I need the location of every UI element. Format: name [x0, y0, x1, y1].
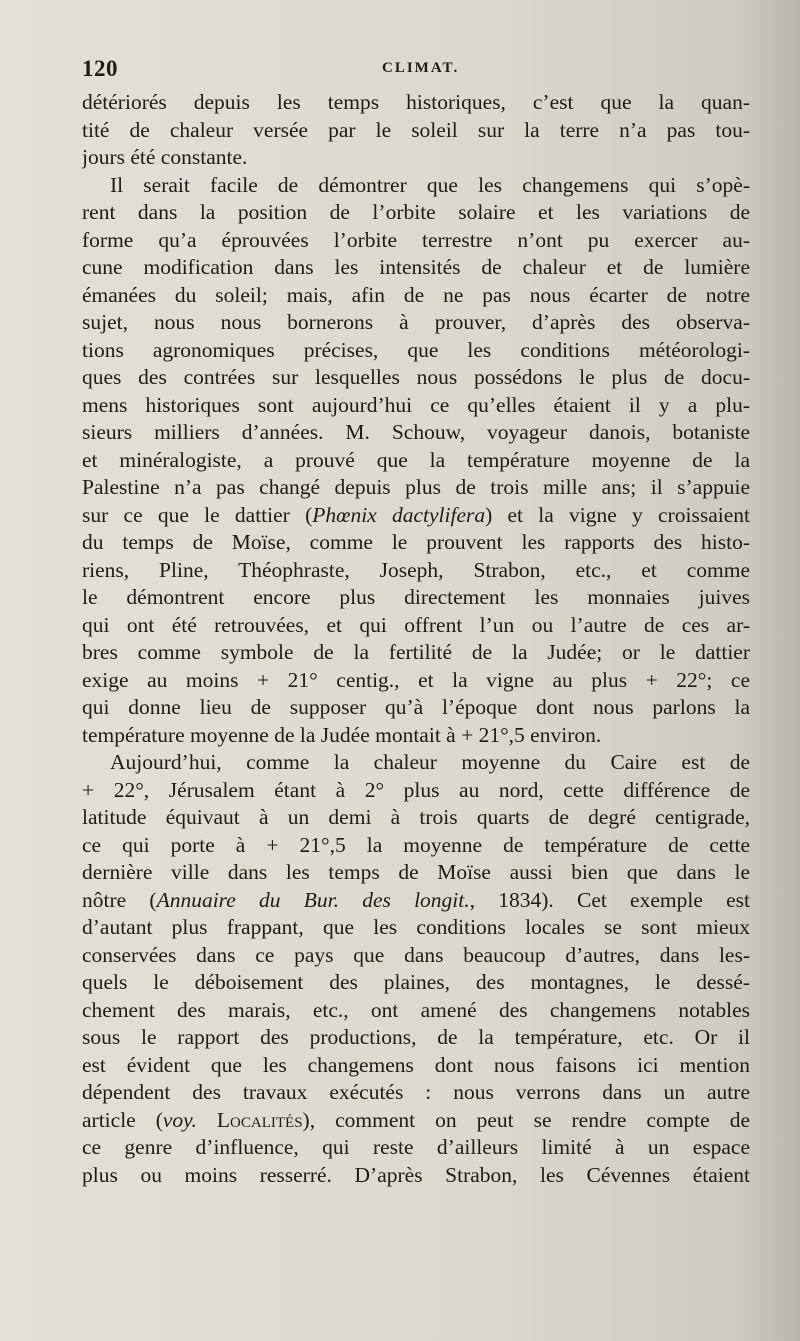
text-line: sous le rapport des productions, de la température, etc. Or il: [82, 1025, 750, 1049]
text-line: d’autant plus frappant, que les conditions locales se sont mieux: [82, 915, 750, 939]
text-line: qui donne lieu de supposer qu’à l’époque dont nous parlons la: [82, 695, 750, 719]
text-line: forme qu’a éprouvées l’orbite terrestre n’ont pu exercer au-: [82, 227, 750, 252]
running-head: [82, 56, 750, 86]
text-line: tité de chaleur versée par le soleil sur la terre n’a pas tou-: [82, 117, 750, 142]
text-line: cune modification dans les intensités de chaleur et de lumière: [82, 255, 750, 279]
text-line: tions agronomiques précises, que les conditions météorologi-: [82, 337, 750, 362]
text-line: émanées du soleil; mais, afin de ne pas nous écarter de notre: [82, 282, 750, 307]
text-line: est évident que les changemens dont nous faisons ici mention: [82, 1052, 750, 1077]
text-line: latitude équivaut à un demi à trois quarts de degré centigrade,: [82, 805, 750, 829]
text-line: + 22°, Jérusalem étant à 2° plus au nord, cette différence de: [82, 777, 750, 802]
text-line: chement des marais, etc., ont amené des changemens notables: [82, 997, 750, 1022]
running-title: CLIMAT.: [382, 60, 460, 76]
text-line: dernière ville dans les temps de Moïse aussi bien que dans le: [82, 860, 750, 884]
text-line: Aujourd’hui, comme la chaleur moyenne du Caire est de: [110, 750, 750, 774]
body-text: [82, 89, 750, 1189]
text-line: sieurs milliers d’années. M. Schouw, voyageur danois, botaniste: [82, 420, 750, 444]
text-line: rent dans la position de l’orbite solaire et les variations de: [82, 200, 750, 224]
text-line: jours été constante.: [82, 145, 248, 169]
text-line: qui ont été retrouvées, et qui offrent l’un ou l’autre de ces ar-: [82, 612, 750, 637]
text-line: Il serait facile de démontrer que les changemens qui s’opè-: [110, 172, 750, 197]
text-line: dépendent des travaux exécutés : nous verrons dans un autre: [82, 1080, 750, 1104]
text-line: quels le déboisement des plaines, des montagnes, le dessé-: [82, 970, 750, 994]
text-line: détériorés depuis les temps historiques, c’est que la quan-: [82, 90, 750, 114]
text-line: sur ce que le dattier (Phœnix dactylifera) et la vigne y croissaient: [82, 502, 750, 527]
text-line: température moyenne de la Judée montait à + 21°,5 environ.: [82, 722, 602, 747]
text-line: article (voy. Localités), comment on peut se rendre compte de: [82, 1107, 750, 1132]
text-line: bres comme symbole de la fertilité de la Judée; or le dattier: [82, 640, 750, 664]
page-number: 120: [82, 56, 118, 81]
text-line: le démontrent encore plus directement les monnaies juives: [82, 585, 750, 609]
text-line: sujet, nous nous bornerons à prouver, d’après des observa-: [82, 310, 750, 334]
text-line: Palestine n’a pas changé depuis plus de trois mille ans; il s’appuie: [82, 475, 750, 499]
text-line: plus ou moins resserré. D’après Strabon, les Cévennes étaient: [82, 1162, 750, 1187]
text-line: ce qui porte à + 21°,5 la moyenne de température de cette: [82, 832, 750, 857]
text-line: mens historiques sont aujourd’hui ce qu’elles étaient il y a plu-: [82, 392, 750, 417]
text-line: ce genre d’influence, qui reste d’ailleurs limité à un espace: [82, 1135, 750, 1159]
text-line: nôtre (Annuaire du Bur. des longit., 1834). Cet exemple est: [82, 887, 750, 912]
text-line: et minéralogiste, a prouvé que la température moyenne de la: [82, 447, 750, 472]
text-line: ques des contrées sur lesquelles nous possédons le plus de docu-: [82, 365, 750, 389]
text-line: conservées dans ce pays que dans beaucoup d’autres, dans les-: [82, 942, 750, 967]
text-line: riens, Pline, Théophraste, Joseph, Strabon, etc., et comme: [82, 557, 750, 582]
text-line: du temps de Moïse, comme le prouvent les rapports des histo-: [82, 530, 750, 554]
text-line: exige au moins + 21° centig., et la vigne au plus + 22°; ce: [82, 667, 750, 692]
